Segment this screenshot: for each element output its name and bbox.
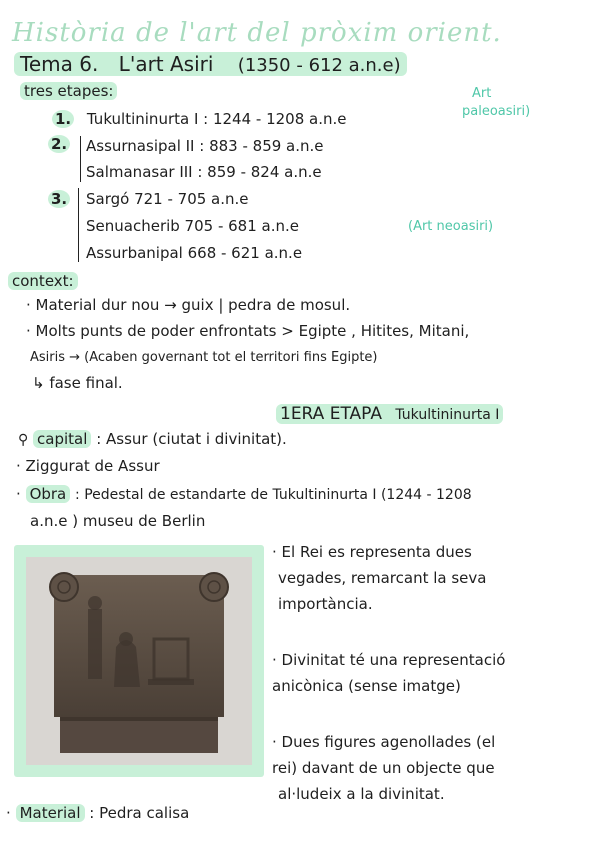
capital-text: : Assur (ciutat i divinitat).: [96, 430, 287, 448]
stage-line: Assurnasipal II : 883 - 859 a.n.e: [86, 137, 324, 155]
etapes-label: tres etapes:: [20, 82, 117, 100]
tema-name: L'art Asiri: [118, 52, 214, 76]
stage-number: 1.: [52, 110, 74, 128]
material-label: Material: [16, 804, 85, 822]
obra-text: : Pedestal de estandarte de Tukultininurta I (1244 - 1208: [75, 487, 472, 503]
stage-line: Tukultininurta I : 1244 - 1208 a.n.e: [86, 110, 347, 128]
note-line: vegades, remarcant la seva: [278, 569, 487, 587]
note-line: al·ludeix a la divinitat.: [278, 785, 445, 803]
neo-note: (Art neoasiri): [408, 219, 494, 234]
tema-label: Tema 6.: [20, 52, 99, 76]
note-line: · Dues figures agenollades (el: [272, 733, 496, 751]
stage-line: Senuacherib 705 - 681 a.n.e: [86, 217, 300, 235]
note-line: anicònica (sense imatge): [272, 677, 461, 695]
context-line: · Material dur nou → guix | pedra de mosul.: [26, 296, 351, 314]
bracket: [80, 136, 81, 182]
obra-line2: a.n.e ) museu de Berlin: [30, 512, 206, 530]
tema-heading: [14, 52, 407, 76]
paleo-note-line2: paleoasiri): [462, 104, 531, 119]
stage-2-number: 2.: [48, 135, 70, 153]
note-line: · El Rei es representa dues: [272, 543, 472, 561]
stage-line: Sargó 721 - 705 a.n.e: [86, 190, 249, 208]
pedestal-image: [26, 557, 252, 765]
note-line: importància.: [278, 595, 373, 613]
context-line: ↳ fase final.: [32, 374, 123, 392]
tema-dates: (1350 - 612 a.n.e): [237, 55, 401, 76]
stage-1: [52, 110, 347, 128]
bracket: [78, 188, 79, 262]
image-frame: [14, 545, 264, 777]
stage-3-number: 3.: [48, 190, 70, 208]
context-line: Asiris → (Acaben governant tot el territori fins Egipte): [30, 350, 378, 365]
pin-icon: ⚲: [18, 432, 29, 448]
page-title: Història de l'art del pròxim orient.: [12, 18, 502, 48]
material-line: · Material : Pedra calisa: [6, 804, 190, 822]
material-text: : Pedra calisa: [89, 804, 190, 822]
etapa-heading: 1ERA ETAPA Tukultininurta I: [276, 404, 503, 424]
note-line: · Divinitat té una representació: [272, 651, 506, 669]
capital-line: [18, 430, 287, 448]
capital-label: capital: [33, 430, 91, 448]
stage-line: Salmanasar III : 859 - 824 a.n.e: [86, 163, 322, 181]
obra-line: · Obra : Pedestal de estandarte de Tukultininurta I (1244 - 1208: [16, 485, 472, 503]
paleo-note-line1: Art: [472, 86, 492, 101]
note-line: rei) davant de un objecte que: [272, 759, 495, 777]
ziggurat-line: · Ziggurat de Assur: [16, 457, 160, 475]
context-line: · Molts punts de poder enfrontats > Egipte , Hitites, Mitani,: [26, 322, 470, 340]
context-label: context:: [8, 272, 78, 290]
obra-label: Obra: [26, 485, 71, 503]
stage-line: Assurbanipal 668 - 621 a.n.e: [86, 244, 303, 262]
